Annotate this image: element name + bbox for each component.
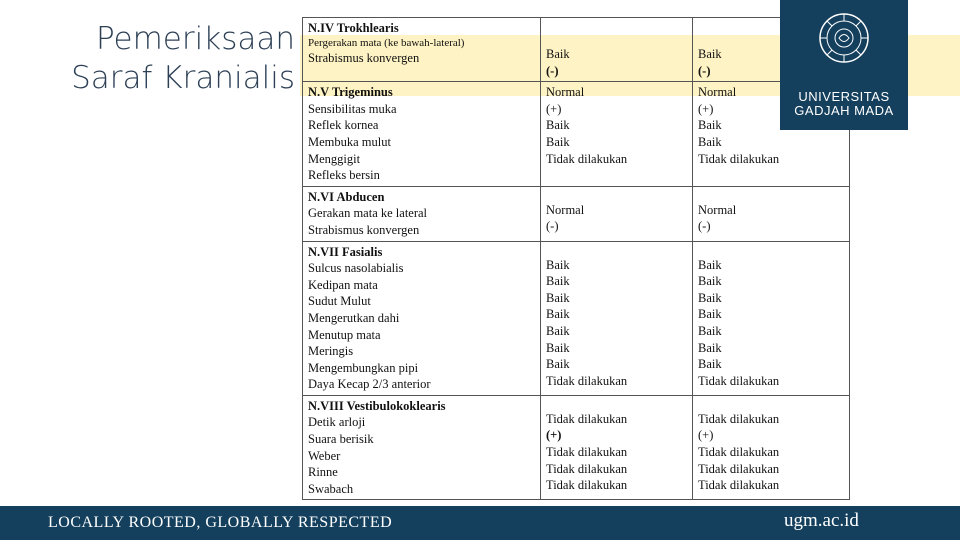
footer-slogan: LOCALLY ROOTED, GLOBALLY RESPECTED	[48, 514, 393, 531]
row-label: Sudut Mulut	[308, 294, 371, 309]
row-label: Mengerutkan dahi	[308, 310, 400, 325]
row-label: Meringis	[308, 344, 354, 359]
row-value-left: Baik	[546, 274, 570, 289]
row-label: Gerakan mata ke lateral	[308, 206, 428, 221]
row-value-right: Tidak dilakukan	[698, 411, 780, 426]
table-row	[303, 395, 850, 500]
row-value-right: Tidak dilakukan	[698, 461, 780, 476]
row-value-left: Tidak dilakukan	[546, 151, 628, 166]
row-label: Strabismus konvergen	[308, 222, 420, 237]
table-row	[303, 82, 850, 187]
row-value-left: Baik	[546, 307, 570, 322]
row-label: Sensibilitas muka	[308, 101, 397, 116]
logo-line1: UNIVERSITAS	[798, 89, 890, 104]
left-cell	[541, 18, 693, 82]
section-cell	[303, 82, 541, 187]
left-cell	[541, 82, 693, 187]
row-value-left: Tidak dilakukan	[546, 478, 628, 493]
left-cell	[541, 241, 693, 395]
row-label: Mengembungkan pipi	[308, 360, 419, 375]
row-label: Daya Kecap 2/3 anterior	[308, 377, 431, 392]
right-cell	[693, 395, 850, 500]
row-value-right: Baik	[698, 340, 722, 355]
section-header: N.VIII Vestibulokoklearis	[308, 398, 446, 413]
cranial-nerve-table	[302, 17, 850, 500]
row-label: Detik arloji	[308, 415, 366, 430]
row-value-right: Normal	[698, 202, 737, 217]
row-value-right: Baik	[698, 357, 722, 372]
row-value-left: (-)	[546, 63, 559, 78]
row-value-left: Baik	[546, 323, 570, 338]
right-cell	[693, 186, 850, 241]
row-value-left: Tidak dilakukan	[546, 373, 628, 388]
row-value-right: Baik	[698, 257, 722, 272]
row-value-left: Baik	[546, 47, 570, 61]
row-label: Strabismus konvergen	[308, 51, 420, 66]
row-label: Refleks bersin	[308, 168, 380, 183]
section-header: N.IV Trokhlearis	[308, 21, 399, 35]
row-label: Membuka mulut	[308, 134, 391, 149]
row-value-right: Tidak dilakukan	[698, 373, 780, 388]
row-value-right: Baik	[698, 307, 722, 322]
row-label: Suara berisik	[308, 432, 374, 447]
row-value-right: Baik	[698, 274, 722, 289]
row-value-left: Tidak dilakukan	[546, 461, 628, 476]
row-label: Menutup mata	[308, 327, 381, 342]
row-value-right: (-)	[698, 219, 711, 234]
university-logo	[780, 0, 908, 130]
row-label: Menggigit	[308, 151, 361, 166]
row-value-right: (+)	[698, 101, 714, 116]
row-value-left: Baik	[546, 290, 570, 305]
table-row	[303, 18, 850, 82]
row-value-right: Baik	[698, 290, 722, 305]
row-value-right: Tidak dilakukan	[698, 151, 780, 166]
section-cell	[303, 18, 541, 82]
row-value-left: Baik	[546, 257, 570, 272]
row-value-right: Baik	[698, 134, 722, 149]
row-value-right: (+)	[698, 428, 714, 443]
left-cell	[541, 395, 693, 500]
row-value-right: Baik	[698, 323, 722, 338]
section-cell	[303, 186, 541, 241]
row-label: Weber	[308, 448, 341, 463]
row-value-right: Baik	[698, 118, 722, 133]
row-value-right: Normal	[698, 85, 737, 100]
page-title-line1: Pemeriksaan	[95, 21, 295, 57]
row-value-left: Baik	[546, 340, 570, 355]
logo-line2: GADJAH MADA	[794, 103, 894, 118]
row-label: Reflek kornea	[308, 118, 379, 133]
row-label: Rinne	[308, 465, 338, 480]
section-cell	[303, 241, 541, 395]
row-value-left: Normal	[546, 85, 585, 100]
row-value-right: (-)	[698, 63, 711, 78]
row-value-left: Baik	[546, 134, 570, 149]
section-header: N.VI Abducen	[308, 189, 385, 204]
row-value-left: Tidak dilakukan	[546, 411, 628, 426]
row-label: Kedipan mata	[308, 277, 378, 292]
section-header: N.V Trigeminus	[308, 85, 393, 100]
row-value-left: (+)	[546, 101, 562, 116]
row-value-left: Tidak dilakukan	[546, 445, 628, 460]
row-value-left: (-)	[546, 219, 559, 234]
row-value-right: Tidak dilakukan	[698, 445, 780, 460]
right-cell	[693, 241, 850, 395]
row-value-right: Tidak dilakukan	[698, 478, 780, 493]
ugm-emblem-icon	[818, 12, 870, 64]
row-value-left: Normal	[546, 202, 585, 217]
section-cell	[303, 395, 541, 500]
footer-bar	[0, 506, 960, 540]
left-cell	[541, 186, 693, 241]
table-row	[303, 241, 850, 395]
table-row	[303, 186, 850, 241]
row-value-left: Baik	[546, 357, 570, 372]
page-title-line2: Saraf Kranialis	[71, 60, 295, 96]
section-header: N.VII Fasialis	[308, 244, 383, 259]
footer-url-link[interactable]: ugm.ac.id	[784, 510, 859, 531]
row-value-left: Baik	[546, 118, 570, 133]
row-label: Swabach	[308, 481, 354, 496]
page-title	[50, 20, 295, 98]
row-value-right: Baik	[698, 47, 722, 61]
row-label: Pergerakan mata (ke bawah-lateral)	[308, 36, 465, 49]
row-label: Sulcus nasolabialis	[308, 261, 404, 276]
row-value-left: (+)	[546, 428, 562, 443]
